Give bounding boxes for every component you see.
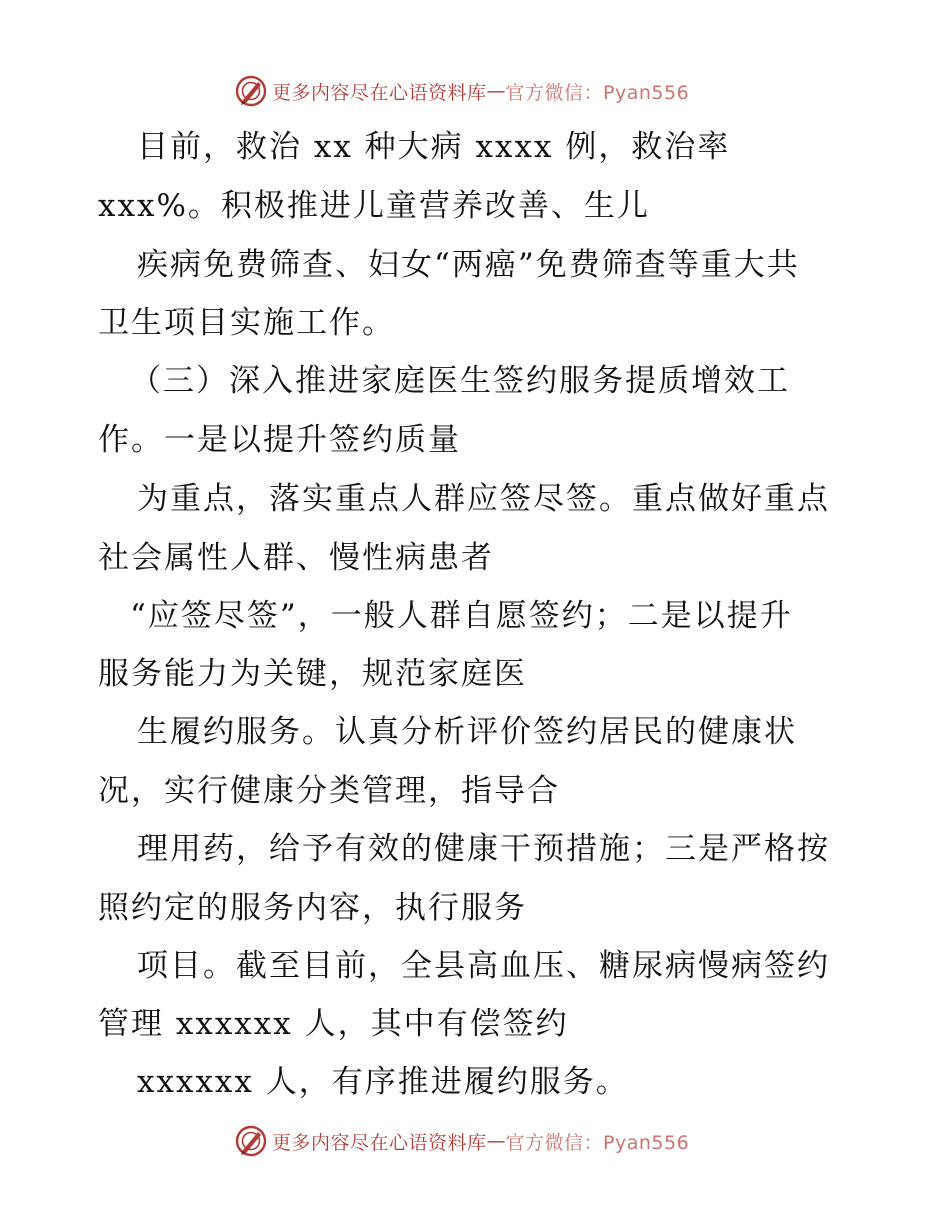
text-line: 项目。截至目前，全县高血压、糖尿病慢病签约 [137,948,830,984]
text-line: 目前，救治 xx 种大病 xxxx 例，救治率 [137,129,731,165]
banner-slogan: 更多内容尽在心语资料库 [272,1131,487,1154]
banner-separator: — [486,80,506,102]
banner-wechat: 官方微信：Pyan556 [505,81,690,104]
text-line: 服务能力为关键，规范家庭医 [98,656,527,692]
text-line: 疾病免费筛查、妇女“两癌”免费筛查等重大共 [137,247,800,283]
pen-logo-icon [234,1124,268,1158]
banner-slogan: 更多内容尽在心语资料库 [272,81,487,104]
text-line: xxxxxx 人，有序推进履约服务。 [137,1064,629,1100]
text-line: 照约定的服务内容，执行服务 [98,890,527,926]
text-line: 社会属性人群、慢性病患者 [98,540,494,576]
text-line: 生履约服务。认真分析评价签约居民的健康状 [137,714,797,750]
banner-wechat: 官方微信：Pyan556 [505,1131,690,1154]
text-line: 作。一是以提升签约质量 [98,422,461,458]
text-line: 理用药，给予有效的健康干预措施；三是严格按 [137,831,830,867]
text-line: 管理 xxxxxx 人，其中有偿签约 [98,1006,569,1042]
footer-banner [0,1121,950,1161]
text-line: 为重点，落实重点人群应签尽签。重点做好重点 [137,481,830,517]
text-line: （三）深入推进家庭医生签约服务提质增效工 [130,363,790,399]
text-line: 卫生项目实施工作。 [98,305,395,341]
text-line: “应签尽签”，一般人群自愿签约；二是以提升 [130,598,793,634]
banner-separator: — [486,1130,506,1152]
text-line: 况，实行健康分类管理，指导合 [98,773,560,809]
text-line: xxx%。积极推进儿童营养改善、生儿 [98,188,650,224]
